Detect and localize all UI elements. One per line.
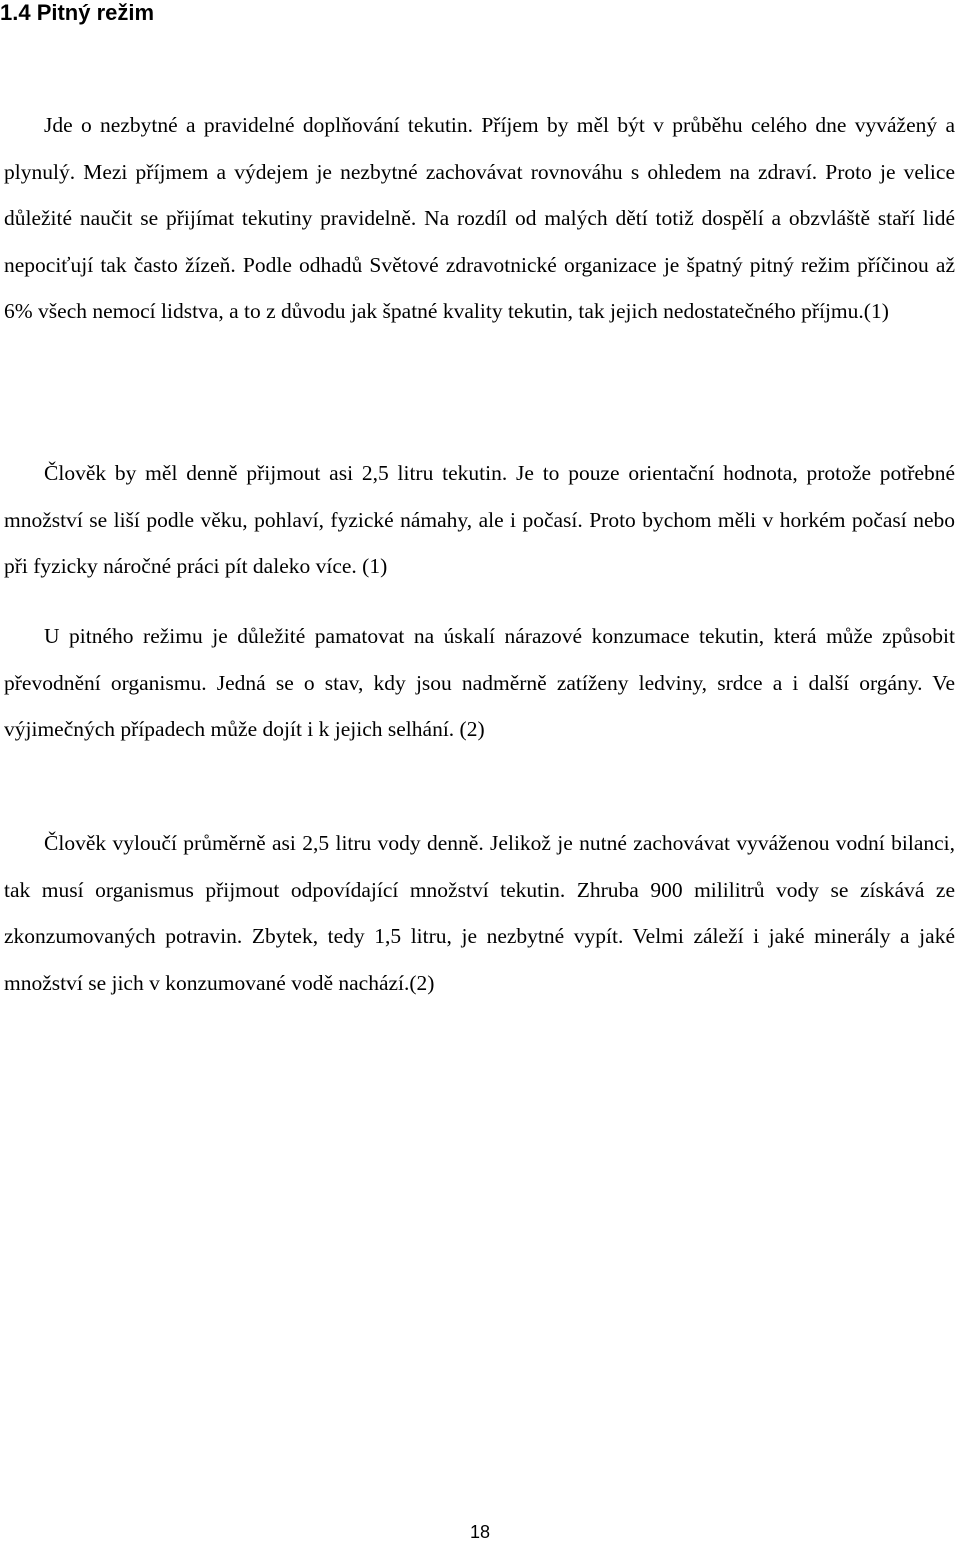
paragraph-block-3 xyxy=(4,613,955,753)
paragraph-block-2 xyxy=(4,450,955,590)
paragraph-4: Člověk vyloučí průměrně asi 2,5 litru vody denně. Jelikož je nutné zachovávat vyváženou vodní bilanci, tak musí organismus přijmout odpovídající množství tekutin. Zhruba 900 mililitrů vody se získává ze zkonzumovaných potravin. Zbytek, tedy 1,5 litru, je nezbytné vypít. Velmi záleží i jaké minerály a jaké množství se jich v konzumované vodě nachází.(2) xyxy=(4,831,955,995)
paragraph-block-4 xyxy=(4,820,955,1006)
paragraph-1: Jde o nezbytné a pravidelné doplňování tekutin. Příjem by měl být v průběhu celého dne vyvážený a plynulý. Mezi příjmem a výdejem je nezbytné zachovávat rovnováhu s ohledem na zdraví. Proto je velice důležité naučit se přijímat tekutiny pravidelně. Na rozdíl od malých dětí totiž dospělí a obzvláště staří lidé nepociťují tak často žízeň. Podle odhadů Světové zdravotnické organizace je špatný pitný režim příčinou až 6% všech nemocí lidstva, a to z důvodu jak špatné kvality tekutin, tak jejich nedostatečného příjmu.(1) xyxy=(4,113,955,323)
paragraph-2: Člověk by měl denně přijmout asi 2,5 litru tekutin. Je to pouze orientační hodnota, protože potřebné množství se liší podle věku, pohlaví, fyzické námahy, ale i počasí. Proto bychom měli v horkém počasí nebo při fyzicky náročné práci pít daleko více. (1) xyxy=(4,461,955,578)
paragraph-block-1 xyxy=(4,102,955,335)
section-heading: 1.4 Pitný režim xyxy=(0,0,155,25)
paragraph-3: U pitného režimu je důležité pamatovat na úskalí nárazové konzumace tekutin, která může způsobit převodnění organismu. Jedná se o stav, kdy jsou nadměrně zatíženy ledviny, srdce a i další orgány. Ve výjimečných případech může dojít i k jejich selhání. (2) xyxy=(4,624,955,741)
page-number: 18 xyxy=(469,1522,491,1542)
